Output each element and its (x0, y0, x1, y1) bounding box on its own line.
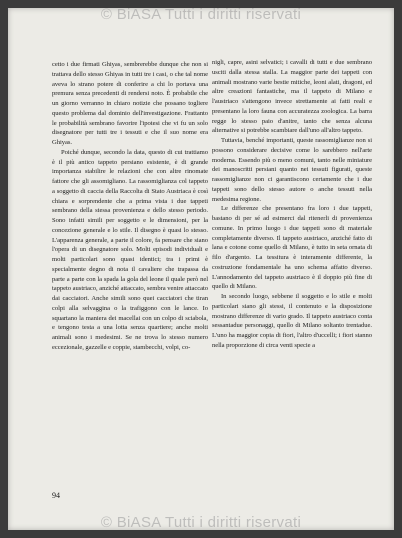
left-text-column (52, 60, 208, 353)
right-text-column (212, 58, 372, 351)
watermark-top: © BiASA Tutti i diritti riservati (100, 6, 302, 23)
watermark-bottom: © BiASA Tutti i diritti riservati (100, 514, 302, 531)
paragraph: Tuttavia, benché importanti, queste rassomiglianze non si possono considerare decisive come lo sarebbero nell'arte moderna. Essendo più o meno comuni, tanto nelle miniature dei manoscritti persiani quanto nei tessuti figurati, queste rassomiglianze non ci garantiscono certamente che i due tappeti sono dello stesso autore o anche tessuti nella medesima regione. (212, 137, 372, 203)
page-number: 94 (52, 491, 60, 500)
paragraph: cetto i due firmati Ghiyas, sembrerebbe dunque che non si trattava dello stesso Ghiyas in tutti tre i casi, o che tal nome aveva lo strano potere di conferire a chi lo portava una premura senza precedenti di rendersi noto. È probabile che un giorno verranno in chiaro notizie che possano togliere questo problema dal dominio dell'investigazione. Frattanto le probabilità sembrano favorire l'ipotesi che vi fu un solo disegnatore per tutti tre i tessuti e che il suo nome era Ghiyas. (52, 61, 208, 146)
paragraph: In secondo luogo, sebbene il soggetto e lo stile e molti particolari siano gli stessi, il contenuto e la disposizione mostrano differenze di vario grado. Il tappeto austriaco conta sessantadue personaggi, quello di Milano soltanto trentadue. L'uno ha maggior copia di fiori, l'altro d'uccelli; i fiori stanno nella proporzione di circa venti specie a (212, 293, 372, 349)
paragraph: Poiché dunque, secondo la data, questo di cui trattiamo è il più antico tappeto persiano esistente, è di grande importanza stabilire le relazioni che con altre rinomate fattore che gli assomigliano. La rassomiglianza col tappeto a soggetto di caccia della Raccolta di Stato Austriaca è così chiara e sorprendente che a prima vista i due tappeti sembrano della stessa provenienza e dello stesso periodo. Sono infatti simili per soggetto e le dimensioni, per la concezione generale e lo stile. Il disegno è quasi lo stesso. L'apparenza generale, a parte il colore, fa pensare che siano l'opera di un disegnatore solo. Molti episodi individuali e molti particolari sono quasi identici; tra i primi è specialmente degno di nota il cavaliere che trapassa da parte a parte con la spada la gola del leone il quale però nel tappeto austriaco, anziché attaccato, sembra venire attaccato dai cacciatori. Anche simili sono quei cacciatori che tiran colpi alla selvaggina o la trafiggono con le lance. Io squartano la maniera dei macellai con un colpo di sciabola, e tengono testa a una lotta senza quartiere; anche molti animali sono i medesimi. Se ne trova lo stesso numero eccezionale, gazzelle e coppie, stambecchi, volpi, co- (52, 148, 208, 351)
paragraph: nigli, capre, asini selvatici; i cavalli di tutti e due sembrano usciti dalla stessa stalla. La maggior parte dei tappeti con animali mostrano varie bestie mitiche, leoni alati, dragoni, ed altre creazioni fantastiche, ma il tappeto di Milano e l'austriaco s'attengono invece strettamente ai fatti reali e presentano la loro fauna con accuratezza zoologica. La barra regge lo stesso paio d'anitre, tanto che senza alcuna alternative si potrebbe scambiare dall'uno all'altro tappeto. (212, 59, 372, 135)
paragraph: Le differenze che presentano fra loro i due tappeti, bastano di per sé ad esimerci dal ritenerli di provenienza comune. In primo luogo i due tappeti sono di materiale completamente diverso. Il tappeto austriaco, anziché fatto di lana e cotone come quello di Milano, è tutto in seta ornata di filo d'argento. La tessitura è interamente differente, la costruzione fondamentale ha uno schema affatto diverso. L'annodamento del tappeto austriaco è il doppio più fine di quello di Milano. (212, 205, 372, 291)
